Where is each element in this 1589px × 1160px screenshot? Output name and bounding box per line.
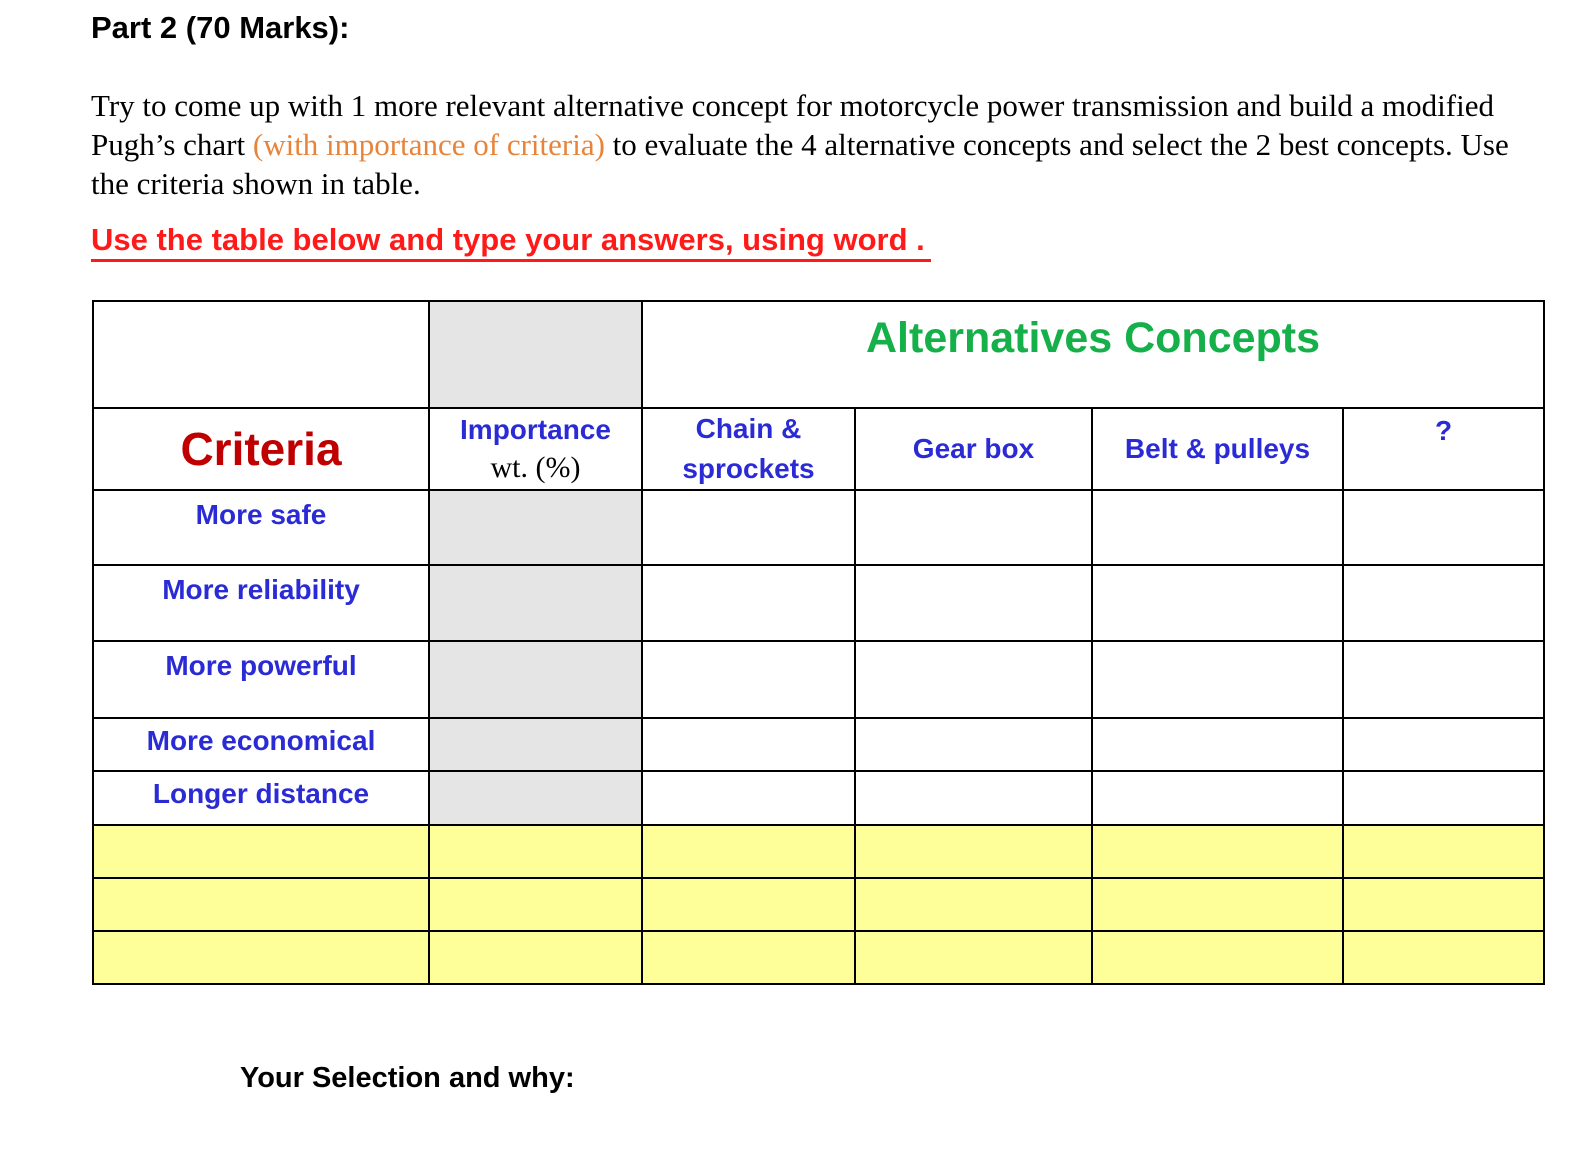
- score-cell[interactable]: [1092, 490, 1343, 565]
- blank-cell[interactable]: [429, 878, 642, 931]
- blank-cell[interactable]: [1092, 878, 1343, 931]
- blank-cell[interactable]: [1092, 825, 1343, 878]
- blank-cell[interactable]: [429, 931, 642, 984]
- blank-cell[interactable]: [855, 931, 1092, 984]
- intro-text-start: Try to come up with 1 more relevant alternative concept for motorcycle power transmission and build a modified Pugh’s chart: [91, 88, 1494, 162]
- concept-header-chain-sprockets: [642, 408, 855, 490]
- score-cell[interactable]: [1092, 641, 1343, 718]
- score-cell[interactable]: [642, 490, 855, 565]
- score-cell[interactable]: [1343, 565, 1544, 641]
- part-title: Part 2 (70 Marks):: [91, 10, 350, 45]
- importance-input-cell[interactable]: [429, 565, 642, 641]
- blank-cell[interactable]: [1343, 878, 1544, 931]
- importance-input-cell[interactable]: [429, 718, 642, 771]
- score-cell[interactable]: [1092, 771, 1343, 825]
- table-row: [93, 718, 1544, 771]
- score-cell[interactable]: [855, 565, 1092, 641]
- instruction-text: Use the table below and type your answers, using word .: [91, 221, 931, 262]
- score-cell[interactable]: [642, 718, 855, 771]
- blank-cell[interactable]: [93, 825, 429, 878]
- score-cell[interactable]: [1343, 641, 1544, 718]
- blank-cell[interactable]: [93, 931, 429, 984]
- score-cell[interactable]: [1092, 718, 1343, 771]
- concept-header-gear-box: Gear box: [855, 408, 1092, 490]
- table-row: [93, 771, 1544, 825]
- criteria-header: Criteria: [93, 408, 429, 490]
- score-cell[interactable]: [1343, 771, 1544, 825]
- blank-cell[interactable]: [93, 878, 429, 931]
- concept-header-unknown: ?: [1343, 408, 1544, 490]
- blank-cell[interactable]: [1092, 931, 1343, 984]
- score-cell[interactable]: [642, 565, 855, 641]
- blank-cell[interactable]: [642, 931, 855, 984]
- intro-text-end: to evaluate the 4 alternative concepts and select the 2 best concepts. Use the criteria shown in table.: [91, 127, 1509, 201]
- table-row: [93, 490, 1544, 565]
- score-cell[interactable]: [855, 771, 1092, 825]
- importance-input-cell[interactable]: [429, 641, 642, 718]
- intro-highlight: (with importance of criteria): [252, 127, 605, 162]
- score-cell[interactable]: [642, 641, 855, 718]
- score-cell[interactable]: [1343, 718, 1544, 771]
- blank-result-row: [93, 825, 1544, 878]
- blank-cell[interactable]: [855, 878, 1092, 931]
- criteria-cell: More economical: [93, 718, 429, 771]
- criteria-cell: More powerful: [93, 641, 429, 718]
- importance-header: [429, 408, 642, 490]
- blank-cell[interactable]: [1343, 931, 1544, 984]
- importance-unit: wt. (%): [490, 451, 581, 484]
- importance-label: Importance: [460, 414, 611, 445]
- concept-header-line: sprockets: [682, 453, 815, 484]
- importance-input-cell[interactable]: [429, 771, 642, 825]
- score-cell[interactable]: [1343, 490, 1544, 565]
- intro-paragraph: [91, 86, 1531, 203]
- score-cell[interactable]: [855, 490, 1092, 565]
- table-title-row: [93, 301, 1544, 408]
- pugh-chart-table: [92, 300, 1545, 985]
- criteria-cell: Longer distance: [93, 771, 429, 825]
- blank-result-row: [93, 878, 1544, 931]
- empty-corner-cell: [93, 301, 429, 408]
- blank-cell[interactable]: [642, 825, 855, 878]
- blank-cell[interactable]: [855, 825, 1092, 878]
- alternatives-title: Alternatives Concepts: [642, 301, 1544, 408]
- importance-input-cell[interactable]: [429, 490, 642, 565]
- blank-cell[interactable]: [1343, 825, 1544, 878]
- concept-header-belt-pulleys: Belt & pulleys: [1092, 408, 1343, 490]
- table-row: [93, 641, 1544, 718]
- blank-cell[interactable]: [642, 878, 855, 931]
- score-cell[interactable]: [642, 771, 855, 825]
- importance-top-cell: [429, 301, 642, 408]
- criteria-cell: More reliability: [93, 565, 429, 641]
- blank-cell[interactable]: [429, 825, 642, 878]
- table-header-row: [93, 408, 1544, 490]
- criteria-cell: More safe: [93, 490, 429, 565]
- score-cell[interactable]: [855, 641, 1092, 718]
- blank-result-row: [93, 931, 1544, 984]
- selection-label: Your Selection and why:: [240, 1062, 575, 1094]
- table-row: [93, 565, 1544, 641]
- concept-header-line: Chain &: [695, 413, 802, 444]
- score-cell[interactable]: [1092, 565, 1343, 641]
- score-cell[interactable]: [855, 718, 1092, 771]
